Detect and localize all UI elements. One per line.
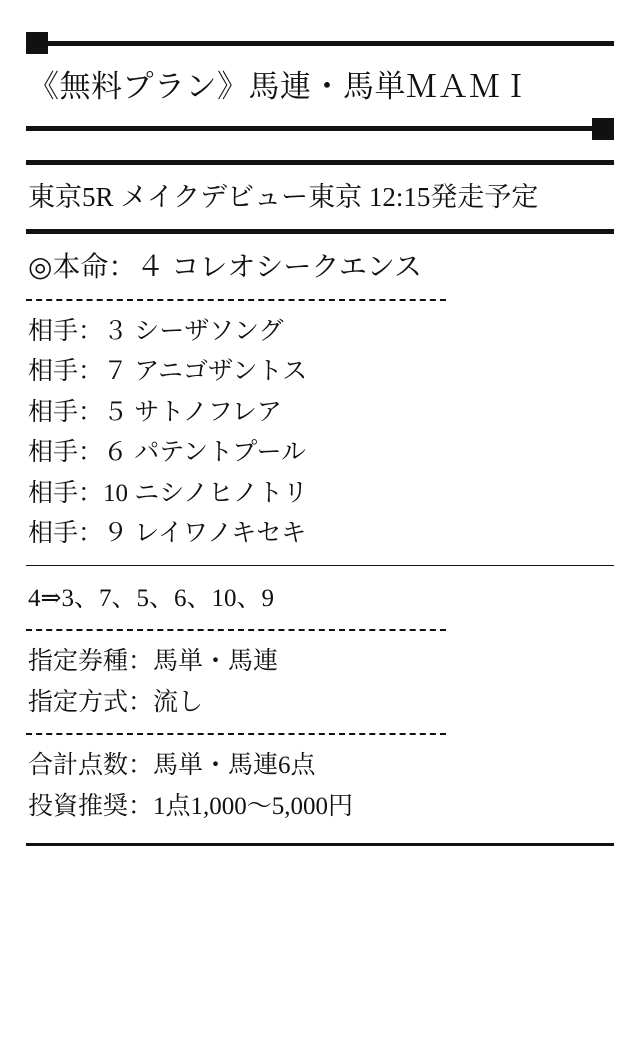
list-item: 相手：９ レイワノキセキ xyxy=(28,520,307,548)
list-item: 相手：７ アニゴザントス xyxy=(28,358,308,386)
list-item: 相手：５ サトノフレア xyxy=(28,398,282,426)
list-item: 相手：10 ニシノヒノトリ xyxy=(28,479,309,507)
ticket-type: 指定券種：馬単・馬連 xyxy=(28,648,279,676)
spacer xyxy=(26,632,614,642)
combination-line: 4⇒3、7、5、6、10、9 xyxy=(28,584,274,612)
spacer xyxy=(26,736,614,746)
spacer xyxy=(26,827,614,843)
page-title: 《無料プラン》馬連・馬単ＭＡＭＩ xyxy=(28,69,532,104)
investment-recommendation: 投資推奨：1点1,000〜5,000円 xyxy=(28,792,354,820)
spacer xyxy=(26,555,614,565)
list-item: 相手：３ シーザソング xyxy=(28,317,284,345)
total-points: 合計点数：馬単・馬連6点 xyxy=(28,752,316,780)
top-rule xyxy=(26,28,614,58)
square-marker-left-icon xyxy=(26,32,48,54)
rule-line xyxy=(26,126,592,131)
spacer xyxy=(26,302,614,312)
bet-settings xyxy=(26,642,614,723)
race-info: 東京5R メイクデビュー東京 12:15発走予定 xyxy=(28,181,539,212)
list-item: 相手：６ パテントプール xyxy=(28,439,307,467)
bet-method: 指定方式：流し xyxy=(28,688,204,716)
title-bottom-rule xyxy=(26,114,614,144)
divider-bottom xyxy=(26,843,614,846)
square-marker-right-icon xyxy=(592,118,614,140)
partner-list xyxy=(26,312,614,555)
spacer xyxy=(26,723,614,733)
spacer xyxy=(26,144,614,160)
summary-block xyxy=(26,746,614,827)
honmei-pick: ◎本命：４ コレオシークエンス xyxy=(28,251,423,283)
rule-line xyxy=(48,41,614,46)
